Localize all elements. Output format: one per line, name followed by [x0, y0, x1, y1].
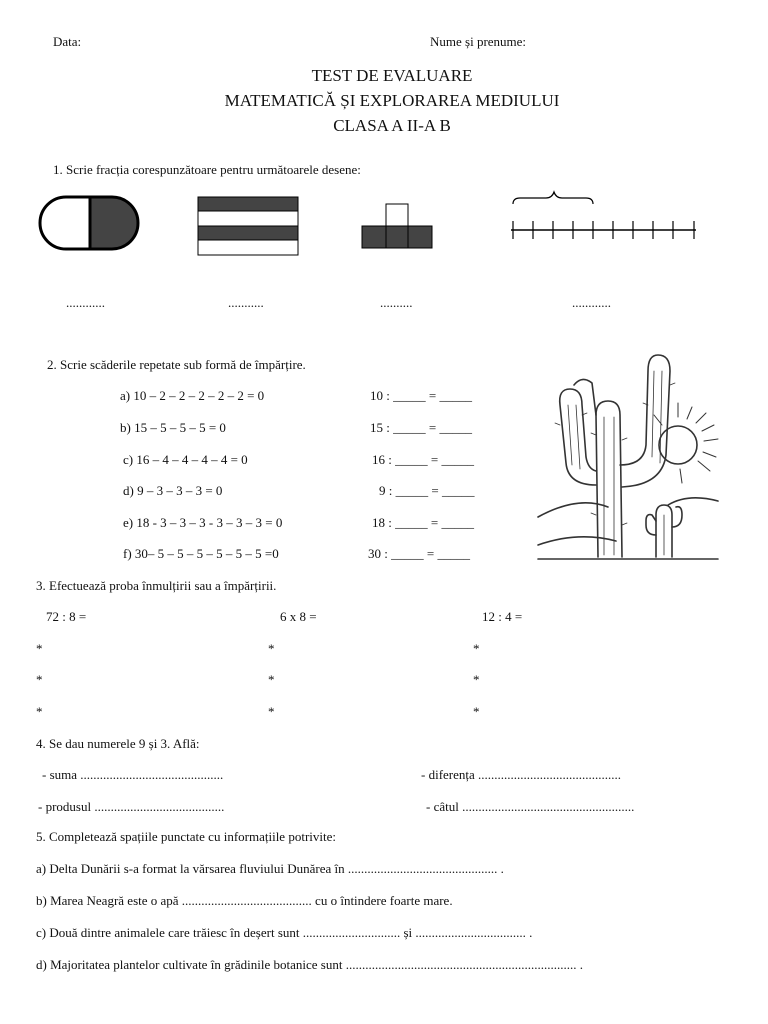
number-line-figure	[508, 190, 700, 242]
ex3-op-1: 72 : 8 =	[46, 609, 87, 624]
ex1-prompt: 1. Scrie fracția corespunzătoare pentru următoarele desene:	[53, 162, 361, 177]
ex3-star: *	[268, 704, 275, 719]
ex2-row-e-right: 18 : _____ = _____	[372, 515, 474, 530]
ex3-star: *	[36, 641, 43, 656]
subject-title: MATEMATICĂ ȘI EXPLORAREA MEDIULUI	[224, 91, 560, 110]
ex2-row-f-left: f) 30– 5 – 5 – 5 – 5 – 5 – 5 =0	[123, 546, 279, 561]
ex3-star: *	[36, 672, 43, 687]
ex1-answer-4: ............	[572, 295, 611, 310]
ex4-prompt: 4. Se dau numerele 9 și 3. Află:	[36, 736, 200, 751]
ex4-suma: - suma ............................................	[42, 767, 224, 782]
ex4-produsul: - produsul ........................................	[38, 799, 225, 814]
ex3-op-3: 12 : 4 =	[482, 609, 523, 624]
ex1-answer-3: ..........	[380, 295, 413, 310]
blocks-figure	[361, 203, 435, 251]
ex2-row-b-right: 15 : _____ = _____	[370, 420, 472, 435]
ex2-row-f-right: 30 : _____ = _____	[368, 546, 470, 561]
page-title: TEST DE EVALUARE	[311, 66, 473, 85]
ex5-item-d: d) Majoritatea plantelor cultivate în grădinile botanice sunt ....................................................................... .	[36, 957, 583, 972]
ex3-star: *	[473, 672, 480, 687]
class-title: CLASA A II-A B	[333, 116, 451, 135]
ex3-op-2: 6 x 8 =	[280, 609, 317, 624]
date-label: Data:	[53, 34, 82, 49]
name-label: Nume și prenume:	[430, 34, 527, 49]
ex3-prompt: 3. Efectuează proba înmulțirii sau a împărțirii.	[36, 578, 277, 593]
ex5-item-a: a) Delta Dunării s-a format la vărsarea fluviului Dunărea în .............................................. .	[36, 861, 504, 876]
ex3-star: *	[473, 704, 480, 719]
ex1-answer-1: ............	[66, 295, 105, 310]
ex2-prompt: 2. Scrie scăderile repetate sub formă de împărțire.	[47, 357, 306, 372]
ex2-row-e-left: e) 18 - 3 – 3 – 3 - 3 – 3 – 3 = 0	[123, 515, 283, 530]
ex2-row-a-left: a) 10 – 2 – 2 – 2 – 2 – 2 = 0	[120, 388, 265, 403]
ex5-item-c: c) Două dintre animalele care trăiesc în deșert sunt .............................. și .................................. .	[36, 925, 533, 940]
ex3-star: *	[473, 641, 480, 656]
ex5-prompt: 5. Completează spațiile punctate cu informațiile potrivite:	[36, 829, 336, 844]
ex2-row-d-right: 9 : _____ = _____	[379, 483, 475, 498]
stripes-figure	[197, 196, 301, 258]
ex1-answer-2: ...........	[228, 295, 264, 310]
cactus-illustration	[538, 345, 720, 575]
capsule-figure	[40, 194, 140, 252]
ex5-item-b: b) Marea Neagră este o apă ........................................ cu o întindere foarte mare.	[36, 893, 453, 908]
ex4-catul: - câtul .....................................................	[426, 799, 635, 814]
ex2-row-d-left: d) 9 – 3 – 3 – 3 = 0	[123, 483, 223, 498]
ex2-row-b-left: b) 15 – 5 – 5 – 5 = 0	[120, 420, 226, 435]
ex3-star: *	[268, 641, 275, 656]
ex3-star: *	[268, 672, 275, 687]
ex3-star: *	[36, 704, 43, 719]
ex4-diferenta: - diferența ............................................	[421, 767, 622, 782]
ex2-row-c-left: c) 16 – 4 – 4 – 4 – 4 = 0	[123, 452, 248, 467]
ex2-row-a-right: 10 : _____ = _____	[370, 388, 472, 403]
ex2-row-c-right: 16 : _____ = _____	[372, 452, 474, 467]
